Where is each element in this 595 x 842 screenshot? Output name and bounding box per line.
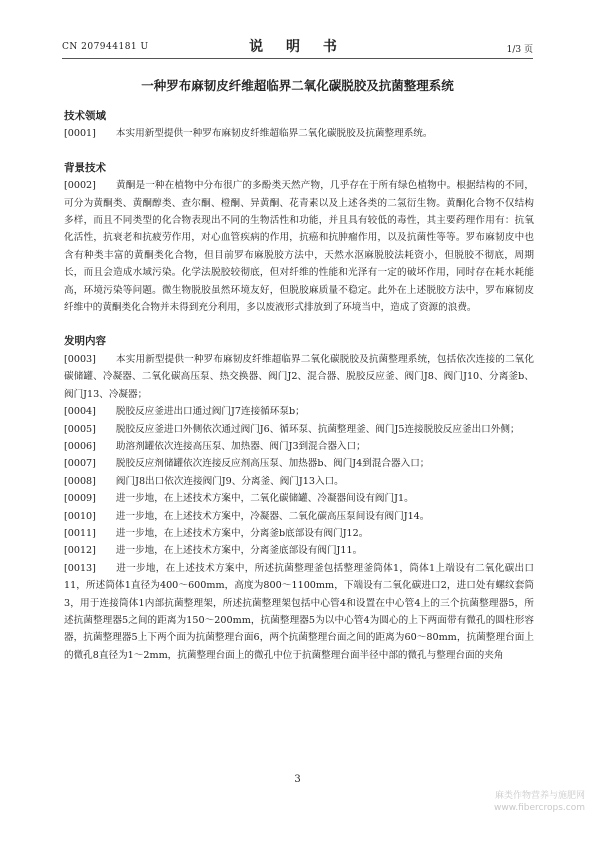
paragraph xyxy=(64,403,534,420)
paragraph-number: [0010] xyxy=(64,510,96,522)
paragraph xyxy=(64,351,534,403)
paragraph xyxy=(64,421,534,438)
paragraph xyxy=(64,560,534,664)
paragraph-number: [0013] xyxy=(64,562,96,574)
paragraph-number: [0001] xyxy=(64,128,96,140)
section-heading: 背景技术 xyxy=(64,161,106,174)
paragraph-number: [0002] xyxy=(64,180,96,192)
paragraph-number: [0012] xyxy=(64,545,96,557)
document-body xyxy=(64,108,534,664)
paragraph-number: [0009] xyxy=(64,493,96,505)
document-type-title: 说 明 书 xyxy=(249,39,346,55)
paragraph-text: 进一步地，在上述技术方案中，分离釜底部设有阀门J11。 xyxy=(115,545,363,557)
paragraph-number: [0007] xyxy=(64,458,96,470)
paragraph xyxy=(64,125,534,142)
paragraph xyxy=(64,438,534,455)
paragraph-number: [0003] xyxy=(64,353,96,365)
paragraph-text: 脱胶反应釜进出口通过阀门J7连接循环泵b； xyxy=(115,406,305,418)
paragraph-number: [0008] xyxy=(64,475,96,487)
paragraph-text: 脱胶反应剂储罐依次连接反应剂高压泵、加热器b、阀门J4到混合器入口； xyxy=(115,458,430,470)
watermark-url: www.fibercrops.com xyxy=(494,803,585,813)
paragraph xyxy=(64,508,534,525)
page-of-total: 1/3 页 xyxy=(506,45,533,55)
watermark xyxy=(494,790,585,814)
paragraph-text: 脱胶反应釜进口外侧依次通过阀门J6、循环泵、抗菌整理釜、阀门J5连接脱胶反应釜出口外侧； xyxy=(115,423,520,435)
paragraph-text: 进一步地，在上述技术方案中，冷凝器、二氧化碳高压泵间设有阀门J14。 xyxy=(115,510,430,522)
page-header xyxy=(62,36,533,56)
paragraph-text: 本实用新型提供一种罗布麻韧皮纤维超临界二氧化碳脱胶及抗菌整理系统，包括依次连接的二氧化碳储罐、冷凝器、二氧化碳高压泵、热交换器、阀门J2、混合器、脱胶反应釜、阀门J8、阀门J10、分离釜b、阀门J13、冷凝器； xyxy=(64,353,534,400)
paragraph-text: 黄酮是一种在植物中分布很广的多酚类天然产物，几乎存在于所有绿色植物中。根据结构的不同，可分为黄酮类、黄酮醇类、查尔酮、橙酮、异黄酮、花青素以及上述各类的二氢衍生物。黄酮化合物不仅结构多样，而且不同类型的化合物表现出不同的生物活性和功能，并且具有较低的毒性，其主要药理作用有：抗氧化活性，抗衰老和抗疲劳作用，对心血管疾病的作用，抗癌和抗肿瘤作用，以及抗菌性等等。罗布麻韧皮中也含有种类丰富的黄酮类化合物，但目前罗布麻脱胶方法中，天然水沤麻脱胶法耗资小，但脱胶不彻底，周期长，而且会造成水域污染。化学法脱胶较彻底，但对纤维的性能和光泽有一定的破坏作用，同时存在耗水耗能高，环境污染等问题。微生物脱胶虽然环境友好，但脱胶麻质量不稳定。此外在上述脱胶方法中，罗布麻韧皮纤维中的黄酮类化合物并未得到充分利用，多以废液形式排放到了环境当中，造成了资源的浪费。 xyxy=(64,180,534,314)
patent-number: CN 207944181 U xyxy=(62,42,149,52)
paragraph-text: 本实用新型提供一种罗布麻韧皮纤维超临界二氧化碳脱胶及抗菌整理系统。 xyxy=(115,128,433,140)
paragraph-text: 进一步地，在上述技术方案中，二氧化碳储罐、冷凝器间设有阀门J1。 xyxy=(115,493,414,505)
paragraph-number: [0011] xyxy=(64,527,96,539)
page-number: 3 xyxy=(294,774,301,785)
paragraph xyxy=(64,525,534,542)
paragraph-number: [0005] xyxy=(64,423,96,435)
watermark-site-name: 麻类作物营养与施肥网 xyxy=(494,791,585,801)
paragraph-number: [0006] xyxy=(64,440,96,452)
patent-title: 一种罗布麻韧皮纤维超临界二氧化碳脱胶及抗菌整理系统 xyxy=(141,78,454,93)
paragraph-number: [0004] xyxy=(64,406,96,418)
paragraph xyxy=(64,177,534,316)
paragraph xyxy=(64,542,534,559)
paragraph-text: 进一步地，在上述技术方案中，所述抗菌整理釜包括整理釜筒体1，筒体1上端设有二氧化碳出口11，所述筒体1直径为400～600mm，高度为800～1100mm，下端设有二氧化碳进口2，进口处有螺纹套筒3，用于连接筒体1内部抗菌整理架，所述抗菌整理架包括中心管4和设置在中心管4上的三个抗菌整理器5，所述抗菌整理器5之间的距离为150～200mm，抗菌整理器5为以中心管4为圆心的上下两面带有微孔的圆柱形容器，抗菌整理器5上下两个面为抗菌整理台面6，两个抗菌整理台面之间的距离为60～80mm，抗菌整理台面上的微孔8直径为1～2mm，抗菌整理台面上的微孔中位于抗菌整理台面半径中部的微孔与整理台面的夹角 xyxy=(64,562,534,661)
paragraph-text: 阀门J8出口依次连接阀门J9、分离釜、阀门J13入口。 xyxy=(115,475,344,487)
section-heading: 发明内容 xyxy=(64,335,106,348)
paragraph-text: 进一步地，在上述技术方案中，分离釜b底部设有阀门J12。 xyxy=(115,527,369,539)
header-divider xyxy=(62,58,533,59)
paragraph xyxy=(64,490,534,507)
paragraph-text: 助溶剂罐依次连接高压泵、加热器、阀门J3到混合器入口； xyxy=(115,440,366,452)
section-heading: 技术领域 xyxy=(64,110,106,122)
paragraph xyxy=(64,455,534,472)
paragraph xyxy=(64,473,534,490)
